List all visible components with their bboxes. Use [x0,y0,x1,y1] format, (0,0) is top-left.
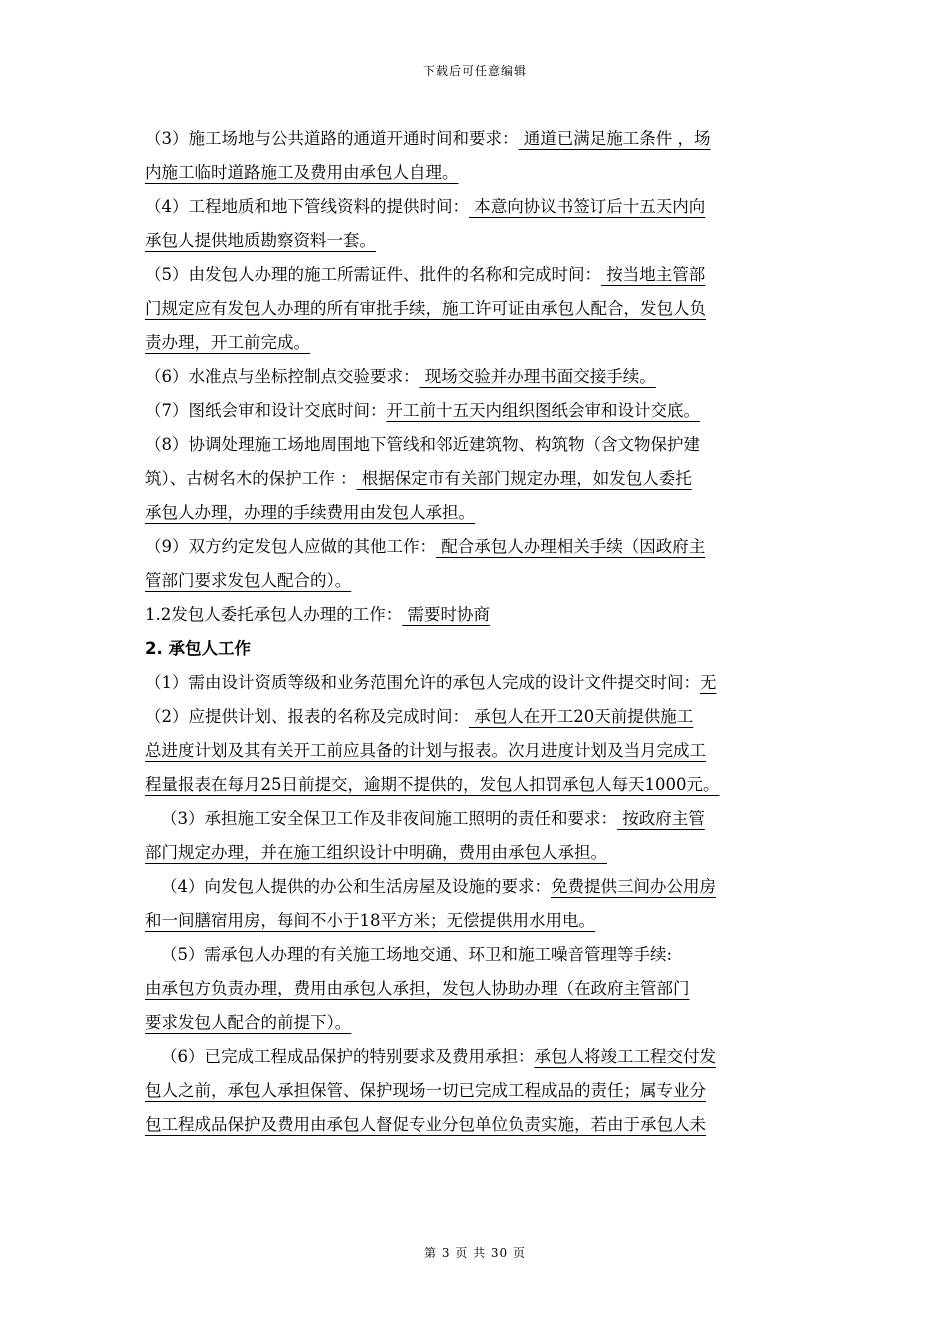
text-line [145,666,808,700]
text-line [145,734,808,768]
text-line [145,836,808,870]
filled-value: 责办理，开工前完成。 [145,333,310,352]
filled-value: 承包人在开工20天前提供施工 [469,707,694,726]
line-text: （5）需承包人办理的有关施工场地交通、环卫和施工噪音管理等手续: [161,945,673,964]
text-line [145,870,808,904]
filled-value: 根据保定市有关部门规定办理，如发包人委托 [356,469,692,488]
text-line [145,190,808,224]
text-line [145,598,808,632]
filled-value: 部门规定办理，并在施工组织设计中明确，费用由承包人承担。 [145,843,607,862]
text-line [145,326,808,360]
text-line [145,700,808,734]
line-text: （3）承担施工安全保卫工作及非夜间施工照明的责任和要求： [161,809,617,828]
document-body [145,122,808,1142]
filled-value: 开工前十五天内组织图纸会审和设计交底。 [386,401,700,420]
text-line [145,1074,808,1108]
filled-value: 配合承包人办理相关手续（因政府主 [436,537,706,556]
text-line [145,1108,808,1142]
line-text: （7）图纸会审和设计交底时间： [145,401,387,420]
filled-value: 和一间膳宿用房，每间不小于18平方米；无偿提供用水用电。 [145,911,595,930]
filled-value: 包工程成品保护及费用由承包人督促专业分包单位负责实施，若由于承包人未 [145,1115,706,1134]
text-line [145,258,808,292]
filled-value: 总进度计划及其有关开工前应具备的计划与报表。次月进度计划及当月完成工 [145,741,706,760]
filled-value: 现场交验并办理书面交接手续。 [419,367,656,386]
filled-value: 内施工临时道路施工及费用由承包人自理。 [145,163,459,182]
text-line [145,1040,808,1074]
text-line [145,292,808,326]
line-text: （6）已完成工程成品保护的特别要求及费用承担： [161,1047,535,1066]
line-text: 1.2发包人委托承包人办理的工作： [145,605,403,624]
filled-value: 由承包方负责办理，费用由承包人承担，发包人协助办理（在政府主管部门 [145,979,690,998]
filled-value: 承包人将竣工工程交付发 [534,1047,716,1066]
filled-value: 按当地主管部 [601,265,706,284]
text-line [145,224,808,258]
filled-value: 本意向协议书签订后十五天内向 [469,197,706,216]
text-line [145,972,808,1006]
filled-value: 按政府主管 [617,809,705,828]
text-line [145,938,808,972]
text-line [145,1006,808,1040]
filled-value: 承包人办理，办理的手续费用由发包人承担。 [145,503,475,522]
filled-value: 承包人提供地质勘察资料一套。 [145,231,376,250]
line-text: （9）双方约定发包人应做的其他工作： [145,537,436,556]
text-line [145,802,808,836]
line-text: （4）向发包人提供的办公和生活房屋及设施的要求： [161,877,551,896]
line-text: 筑）、古树名木的保护工作 ： [145,469,357,488]
text-line [145,564,808,598]
filled-value: 通道已满足施工条件 ，场 [518,129,711,148]
text-line [145,904,808,938]
line-text: （2）应提供计划、报表的名称及完成时间： [145,707,469,726]
line-text: （1）需由设计资质等级和业务范围允许的承包人完成的设计文件提交时间： [145,673,700,692]
line-text: 2. 承包人工作 [145,639,251,658]
filled-value: 程量报表在每月25日前提交，逾期不提供的，发包人扣罚承包人每天1000元。 [145,775,720,794]
line-text: （5）由发包人办理的施工所需证件、批件的名称和完成时间： [145,265,601,284]
text-line [145,394,808,428]
filled-value: 需要时协商 [402,605,490,624]
filled-value: 要求发包人配合的前提下）。 [145,1013,352,1032]
section-heading [145,632,808,666]
filled-value: 包人之前，承包人承担保管、保护现场一切已完成工程成品的责任；属专业分 [145,1081,706,1100]
text-line [145,768,808,802]
line-text: （3）施工场地与公共道路的通道开通时间和要求： [145,129,519,148]
text-line [145,122,808,156]
text-line [145,360,808,394]
filled-value: 门规定应有发包人办理的所有审批手续，施工许可证由承包人配合，发包人负 [145,299,706,318]
line-text: （8）协调处理施工场地周围地下管线和邻近建筑物、构筑物（含文物保护建 [145,435,700,454]
page-footer: 第 3 页 共 30 页 [424,1246,526,1260]
text-line [145,530,808,564]
line-text: （6）水准点与坐标控制点交验要求： [145,367,420,386]
text-line [145,156,808,190]
line-text: （4）工程地质和地下管线资料的提供时间： [145,197,469,216]
text-line [145,428,808,462]
text-line [145,496,808,530]
filled-value: 管部门要求发包人配合的）。 [145,571,352,590]
text-line [145,462,808,496]
filled-value: 免费提供三间办公用房 [551,877,716,896]
filled-value: 无 [700,673,717,692]
page-header: 下载后可任意编辑 [422,64,527,78]
